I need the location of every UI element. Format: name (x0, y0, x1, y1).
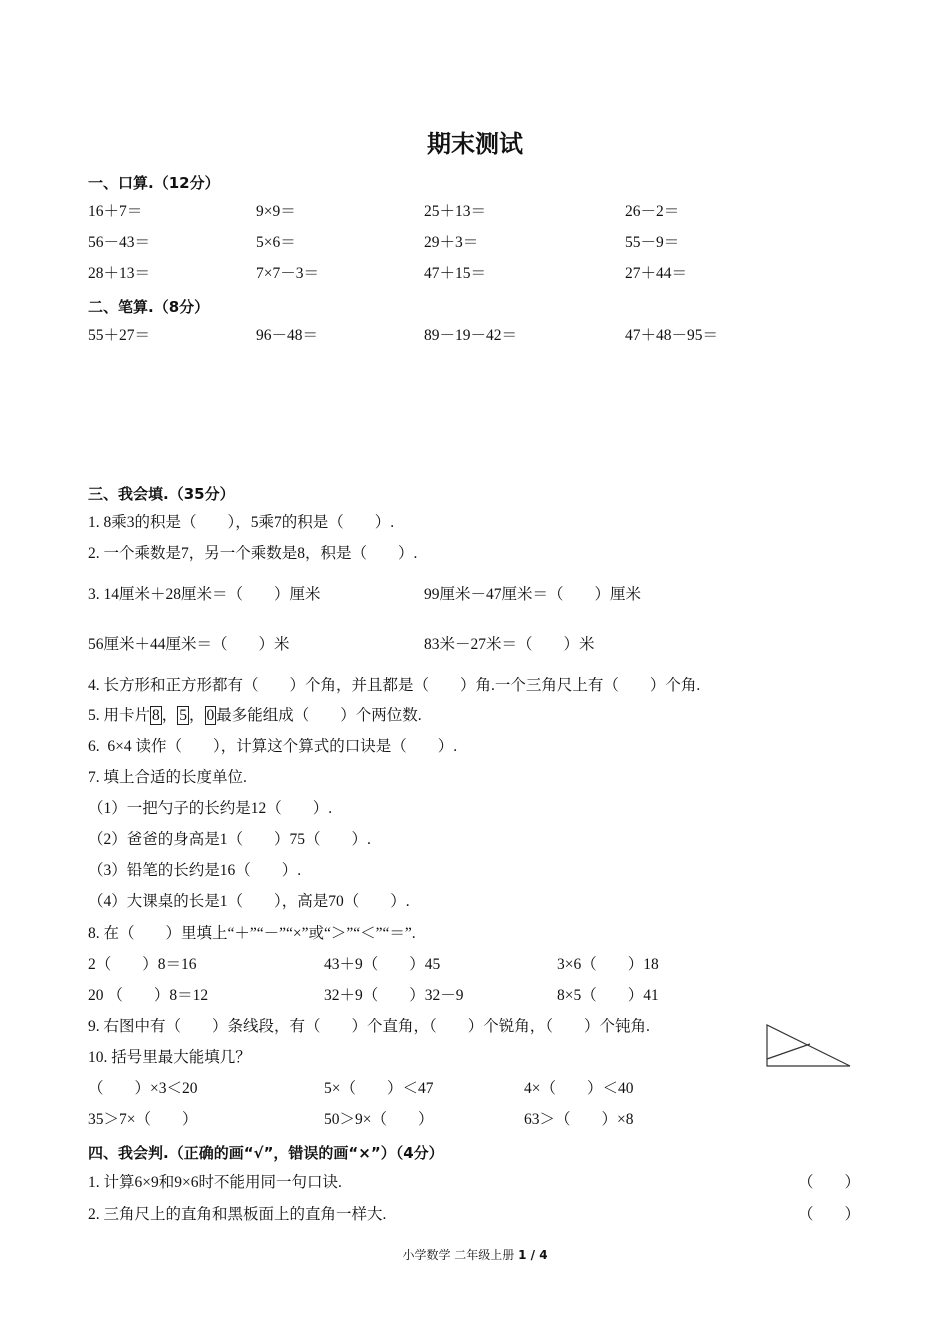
separator: ， (161, 707, 178, 724)
question-3b: 99厘米－47厘米＝（ ）厘米 (424, 586, 642, 603)
judge-question-1: 1. 计算6×9和9×6时不能用同一句口诀. (88, 1174, 342, 1191)
section-4-heading: 四、我会判.（正确的画“√”，错误的画“×”）（4分） (88, 1144, 444, 1162)
judge-question-2: 2. 三角尺上的直角和黑板面上的直角一样大. (88, 1206, 387, 1223)
triangle-figure (764, 1022, 854, 1070)
question-5-suffix: 最多能组成（ ）个两位数. (216, 707, 422, 724)
question-2: 2. 一个乘数是7，另一个乘数是8，积是（ ）. (88, 545, 418, 562)
question-6: 6. 6×4 读作（ ），计算这个算式的口诀是（ ）. (88, 738, 458, 755)
q8-item: 20 （ ）8＝12 (88, 987, 209, 1004)
oral-problem: 7×7－3＝ (256, 265, 319, 282)
written-problem: 55＋27＝ (88, 327, 151, 344)
q8-item: 3×6（ ）18 (557, 956, 659, 973)
written-problem: 47＋48－95＝ (625, 327, 719, 344)
number-card: 8 (152, 707, 160, 724)
oral-problem: 47＋15＝ (424, 265, 487, 282)
number-card: 5 (179, 707, 188, 724)
answer-paren: （ ） (798, 1174, 861, 1191)
q10-item: 5×（ ）＜47 (324, 1080, 434, 1097)
question-7-2: （2）爸爸的身高是1（ ）75（ ）. (88, 831, 371, 848)
q10-item: 4×（ ）＜40 (524, 1080, 634, 1097)
oral-problem: 56－43＝ (88, 234, 151, 251)
section-2-heading: 二、笔算.（8分） (88, 298, 210, 316)
number-card: 0 (206, 707, 215, 724)
oral-problem: 55－9＝ (625, 234, 680, 251)
question-1: 1. 8乘3的积是（ ），5乘7的积是（ ）. (88, 514, 395, 531)
question-7-3: （3）铅笔的长约是16（ ）. (88, 862, 302, 879)
written-problem: 96－48＝ (256, 327, 319, 344)
question-8: 8. 在（ ）里填上“＋”“－”“×”或“＞”“＜”“＝”. (88, 925, 416, 942)
oral-problem: 29＋3＝ (424, 234, 479, 251)
q10-item: （ ）×3＜20 (88, 1080, 198, 1097)
q8-item: 32＋9（ ）32－9 (324, 987, 464, 1004)
section-1-heading: 一、口算.（12分） (88, 174, 220, 192)
oral-problem: 9×9＝ (256, 203, 296, 220)
oral-problem: 26－2＝ (625, 203, 680, 220)
question-9: 9. 右图中有（ ）条线段，有（ ）个直角，（ ）个锐角，（ ）个钝角. (88, 1018, 650, 1035)
oral-problem: 25＋13＝ (424, 203, 487, 220)
triangle-outline (767, 1025, 850, 1066)
oral-problem: 16＋7＝ (88, 203, 143, 220)
q8-item: 43＋9（ ）45 (324, 956, 441, 973)
page-footer (0, 1246, 950, 1263)
question-5-prefix: 5. 用卡片 (88, 707, 151, 724)
question-3c: 56厘米＋44厘米＝（ ）米 (88, 636, 290, 653)
page-number: 1 / 4 (518, 1248, 548, 1262)
answer-paren: （ ） (798, 1206, 861, 1223)
question-3d: 83米－27米＝（ ）米 (424, 636, 595, 653)
question-5 (88, 706, 422, 726)
q8-item: 2（ ）8＝16 (88, 956, 197, 973)
oral-problem: 27＋44＝ (625, 265, 688, 282)
question-4: 4. 长方形和正方形都有（ ）个角，并且都是（ ）角.一个三角尺上有（ ）个角. (88, 677, 701, 694)
q10-item: 50＞9×（ ） (324, 1111, 434, 1128)
footer-text: 小学数学 二年级上册 (402, 1248, 515, 1262)
written-problem: 89－19－42＝ (424, 327, 518, 344)
oral-problem: 5×6＝ (256, 234, 296, 251)
question-10: 10. 括号里最大能填几？ (88, 1049, 251, 1066)
oral-problem: 28＋13＝ (88, 265, 151, 282)
triangle-inner-segment (767, 1044, 810, 1059)
question-7-4: （4）大课桌的长是1（ ），高是70（ ）. (88, 893, 410, 910)
separator: ， (189, 707, 205, 724)
section-3-heading: 三、我会填.（35分） (88, 485, 235, 503)
q8-item: 8×5（ ）41 (557, 987, 659, 1004)
question-7: 7. 填上合适的长度单位. (88, 769, 247, 786)
question-7-1: （1）一把勺子的长约是12（ ）. (88, 800, 333, 817)
page-title: 期末测试 (427, 130, 523, 158)
question-3a: 3. 14厘米＋28厘米＝（ ）厘米 (88, 586, 321, 603)
q10-item: 35＞7×（ ） (88, 1111, 198, 1128)
q10-item: 63＞（ ）×8 (524, 1111, 634, 1128)
